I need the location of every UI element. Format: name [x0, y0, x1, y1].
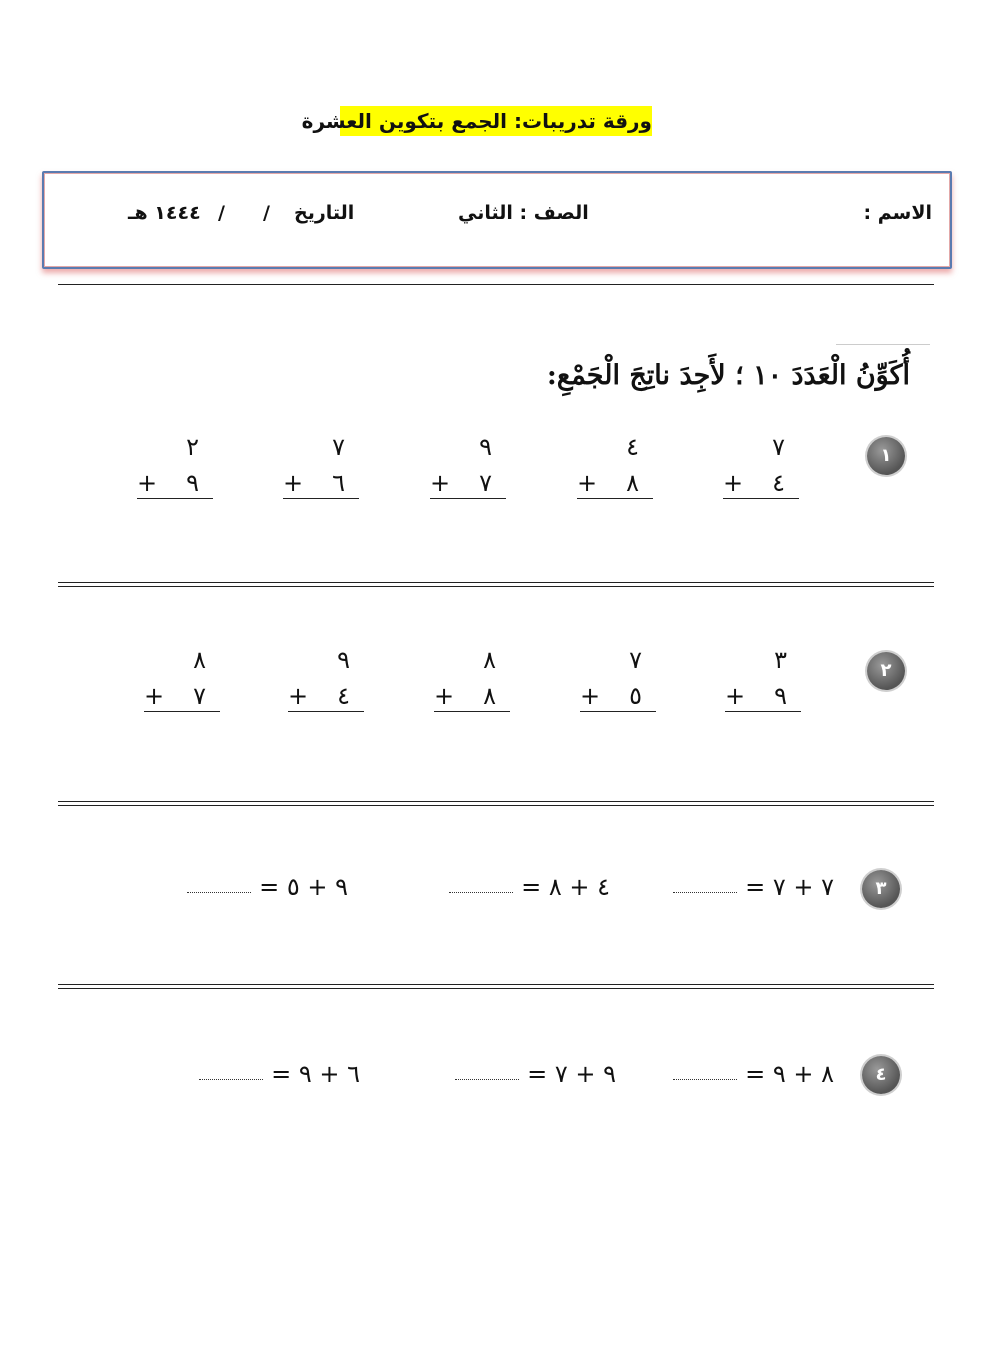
answer-blank[interactable] [449, 884, 513, 893]
bottom-addend: ٦ [332, 469, 345, 497]
divider [58, 984, 934, 989]
answer-line[interactable] [430, 468, 506, 499]
date-separator: / [263, 202, 270, 224]
addition-problem [723, 432, 799, 508]
answer-blank[interactable] [455, 1071, 519, 1080]
addition-problem [137, 432, 213, 508]
equals-sign: = [271, 1060, 292, 1088]
equation-expression: ٤ + ٨ [548, 873, 610, 901]
divider [58, 582, 934, 587]
addition-problem [434, 645, 510, 721]
plus-sign: + [137, 469, 158, 497]
answer-line[interactable] [283, 468, 359, 499]
equals-sign: = [259, 873, 280, 901]
plus-sign: + [288, 682, 309, 710]
addition-problem [144, 645, 220, 721]
bottom-addend: ٥ [629, 682, 642, 710]
plus-sign: + [144, 682, 165, 710]
addition-problem [577, 432, 653, 508]
addition-problem [580, 645, 656, 721]
top-addend: ٩ [479, 433, 492, 461]
addition-problem [725, 645, 801, 721]
bottom-addend: ٧ [193, 682, 206, 710]
answer-line[interactable] [725, 681, 801, 712]
answer-line[interactable] [723, 468, 799, 499]
plus-sign: + [580, 682, 601, 710]
section-number-badge: ١ [867, 437, 905, 475]
date-label: التاريخ [294, 202, 355, 224]
section-number-badge: ٣ [862, 870, 900, 908]
class-label: الصف : الثاني [458, 202, 589, 224]
addition-equation [199, 1060, 360, 1088]
top-addend: ٢ [186, 433, 199, 461]
addition-equation [449, 873, 610, 901]
answer-blank[interactable] [187, 884, 251, 893]
equation-expression: ٩ + ٧ [554, 1060, 616, 1088]
top-addend: ٨ [483, 646, 496, 674]
plus-sign: + [430, 469, 451, 497]
divider [58, 284, 934, 285]
top-addend: ٤ [626, 433, 639, 461]
answer-line[interactable] [137, 468, 213, 499]
top-addend: ٣ [774, 646, 787, 674]
equation-expression: ٩ + ٥ [286, 873, 348, 901]
answer-line[interactable] [288, 681, 364, 712]
date-separator: / [218, 202, 225, 224]
section-number-badge: ٤ [862, 1056, 900, 1094]
addition-equation [187, 873, 348, 901]
year-label: ١٤٤٤ هـ [128, 202, 201, 224]
answer-blank[interactable] [673, 884, 737, 893]
answer-line[interactable] [434, 681, 510, 712]
answer-line[interactable] [580, 681, 656, 712]
addition-problem [283, 432, 359, 508]
answer-line[interactable] [577, 468, 653, 499]
equation-expression: ٨ + ٩ [772, 1060, 834, 1088]
equals-sign: = [527, 1060, 548, 1088]
addition-problem [288, 645, 364, 721]
bottom-addend: ٧ [479, 469, 492, 497]
equals-sign: = [521, 873, 542, 901]
plus-sign: + [723, 469, 744, 497]
equation-expression: ٧ + ٧ [772, 873, 834, 901]
addition-problem [430, 432, 506, 508]
bottom-addend: ٨ [483, 682, 496, 710]
top-addend: ٧ [332, 433, 345, 461]
plus-sign: + [434, 682, 455, 710]
answer-blank[interactable] [673, 1071, 737, 1080]
worksheet-title: ورقة تدريبات: الجمع بتكوين العشرة [340, 106, 652, 136]
section-number-badge: ٢ [867, 652, 905, 690]
bottom-addend: ٩ [774, 682, 787, 710]
divider [58, 801, 934, 806]
bottom-addend: ٨ [626, 469, 639, 497]
top-addend: ٧ [629, 646, 642, 674]
top-addend: ٧ [772, 433, 785, 461]
addition-equation [673, 873, 834, 901]
name-label: الاسم : [863, 202, 932, 224]
equation-expression: ٦ + ٩ [298, 1060, 360, 1088]
bottom-addend: ٤ [337, 682, 350, 710]
divider [836, 344, 930, 345]
plus-sign: + [725, 682, 746, 710]
equals-sign: = [745, 873, 766, 901]
plus-sign: + [283, 469, 304, 497]
bottom-addend: ٩ [186, 469, 199, 497]
answer-line[interactable] [144, 681, 220, 712]
instruction-text: أُكَوِّنُ الْعَدَدَ ١٠ ؛ لأَجِدَ ناتِجَ الْجَمْعِ: [546, 360, 910, 391]
answer-blank[interactable] [199, 1071, 263, 1080]
equals-sign: = [745, 1060, 766, 1088]
addition-equation [455, 1060, 616, 1088]
bottom-addend: ٤ [772, 469, 785, 497]
addition-equation [673, 1060, 834, 1088]
top-addend: ٩ [337, 646, 350, 674]
top-addend: ٨ [193, 646, 206, 674]
plus-sign: + [577, 469, 598, 497]
